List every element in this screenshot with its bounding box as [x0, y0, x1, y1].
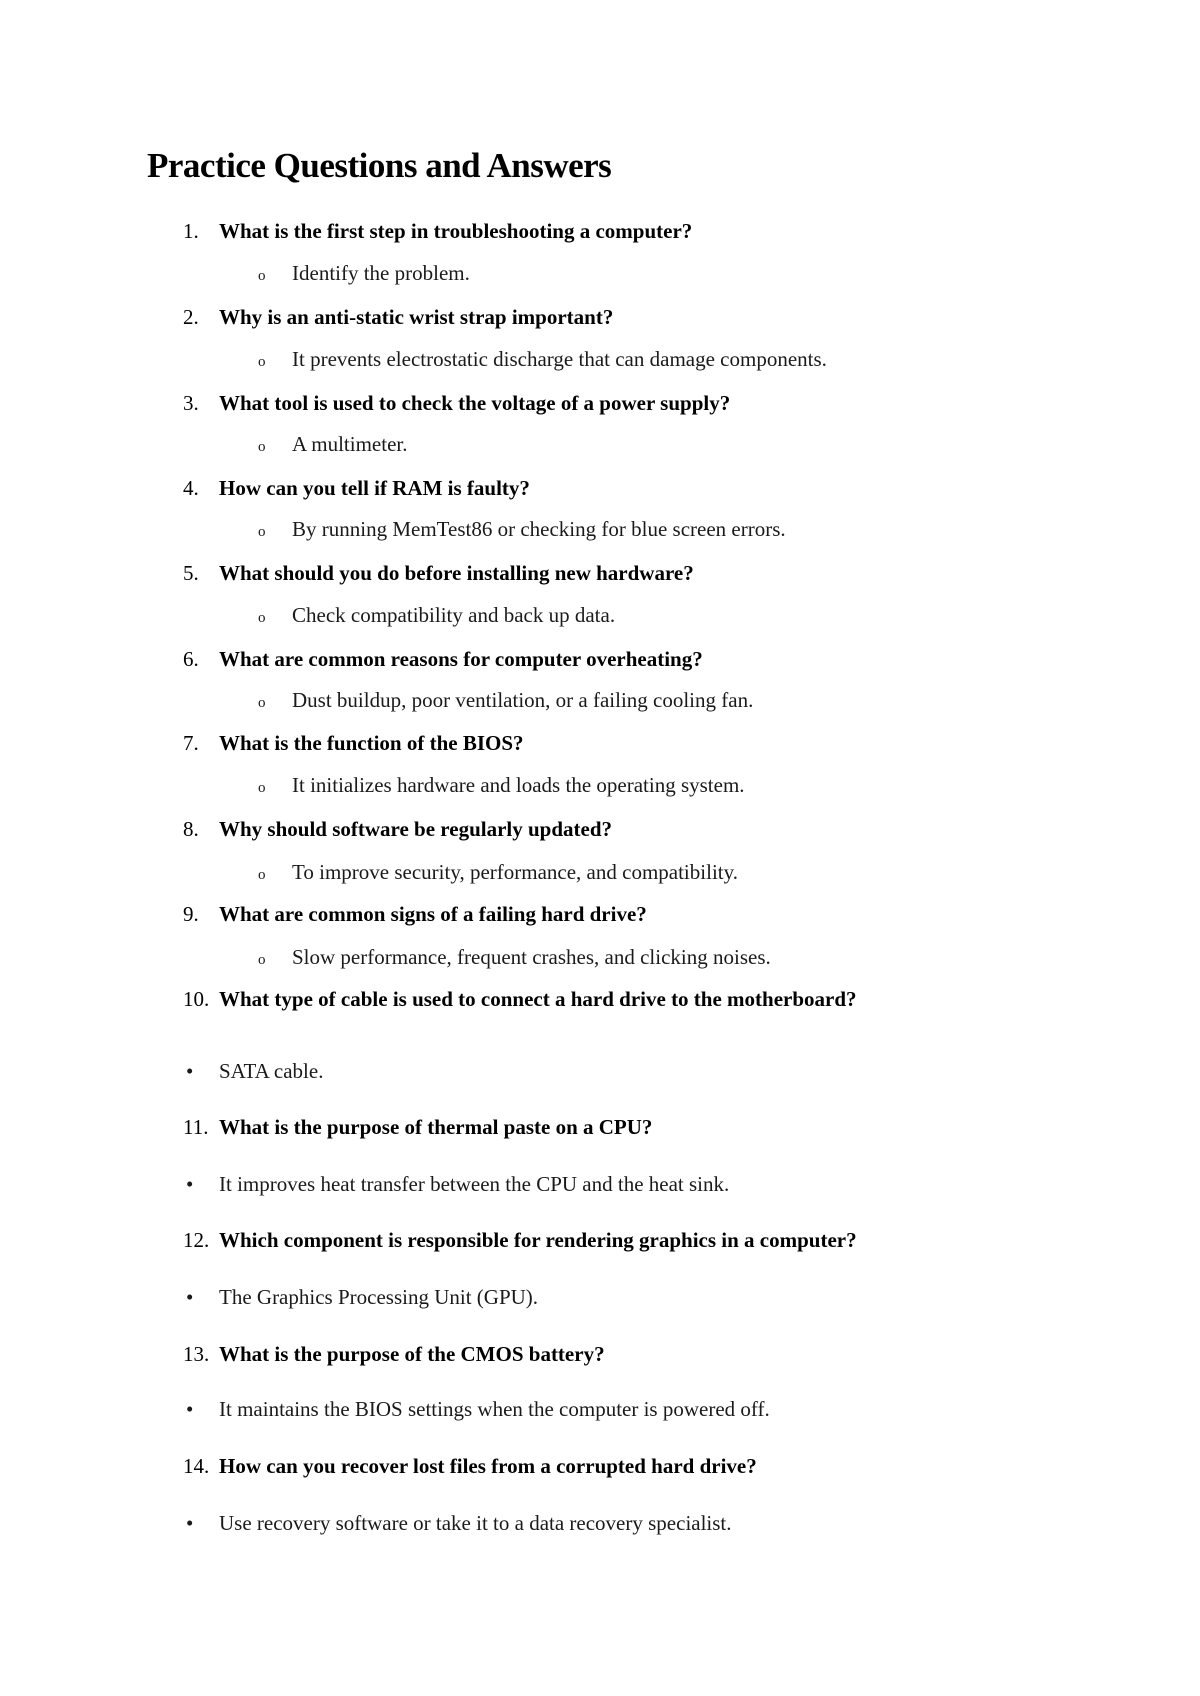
bullet-icon: • [186, 1511, 194, 1535]
bullet-icon: o [258, 268, 266, 284]
question-item [183, 1453, 757, 1479]
question-text: What tool is used to check the voltage of a power supply? [219, 391, 731, 415]
answer-text: Check compatibility and back up data. [292, 603, 616, 627]
bullet-icon: • [186, 1285, 194, 1309]
bullet-icon: o [258, 610, 266, 626]
answer-item [258, 602, 615, 628]
answer-item [258, 772, 745, 798]
bullet-icon: o [258, 439, 266, 455]
answer-text: A multimeter. [292, 432, 408, 456]
bullet-icon: • [186, 1397, 194, 1421]
question-text: Why is an anti-static wrist strap important? [219, 305, 614, 329]
answer-text: Use recovery software or take it to a data recovery specialist. [219, 1511, 732, 1535]
question-text: What type of cable is used to connect a hard drive to the motherboard? [219, 987, 857, 1011]
question-item [183, 1227, 857, 1253]
bullet-icon: • [186, 1059, 194, 1083]
question-text: What is the purpose of thermal paste on a CPU? [219, 1115, 653, 1139]
question-number: 4. [183, 476, 199, 500]
question-number: 14. [183, 1454, 210, 1478]
answer-text: By running MemTest86 or checking for blue screen errors. [292, 517, 786, 541]
question-number: 3. [183, 391, 199, 415]
question-text: How can you tell if RAM is faulty? [219, 476, 530, 500]
answer-text: Dust buildup, poor ventilation, or a failing cooling fan. [292, 688, 754, 712]
question-item [183, 304, 613, 330]
question-text: What are common reasons for computer overheating? [219, 647, 703, 671]
answer-item [258, 260, 470, 286]
answer-text: It improves heat transfer between the CPU and the heat sink. [219, 1172, 730, 1196]
answer-text: Slow performance, frequent crashes, and clicking noises. [292, 945, 771, 969]
question-item [183, 560, 694, 586]
question-item [183, 475, 530, 501]
question-text: What should you do before installing new hardware? [219, 561, 694, 585]
question-item [183, 218, 692, 244]
answer-text: SATA cable. [219, 1059, 324, 1083]
question-number: 8. [183, 817, 199, 841]
question-number: 5. [183, 561, 199, 585]
bullet-icon: o [258, 780, 266, 796]
answer-item [186, 1510, 732, 1536]
question-number: 13. [183, 1342, 210, 1366]
answer-text: Identify the problem. [292, 261, 470, 285]
question-item [183, 816, 612, 842]
question-text: How can you recover lost files from a corrupted hard drive? [219, 1454, 757, 1478]
question-text: What is the function of the BIOS? [219, 731, 524, 755]
question-number: 12. [183, 1228, 210, 1252]
bullet-icon: o [258, 867, 266, 883]
answer-text: To improve security, performance, and compatibility. [292, 860, 738, 884]
question-text: What is the first step in troubleshooting a computer? [219, 219, 693, 243]
answer-text: It maintains the BIOS settings when the computer is powered off. [219, 1397, 770, 1421]
question-item [183, 901, 647, 927]
answer-text: The Graphics Processing Unit (GPU). [219, 1285, 539, 1309]
answer-item [258, 431, 408, 457]
question-number: 6. [183, 647, 199, 671]
question-number: 10. [183, 987, 210, 1011]
question-item [183, 1341, 605, 1367]
answer-item [186, 1171, 729, 1197]
question-text: Which component is responsible for rendering graphics in a computer? [219, 1228, 857, 1252]
bullet-icon: o [258, 695, 266, 711]
question-number: 11. [183, 1115, 209, 1139]
answer-item [258, 346, 827, 372]
bullet-icon: o [258, 524, 266, 540]
question-text: What is the purpose of the CMOS battery? [219, 1342, 605, 1366]
question-number: 1. [183, 219, 199, 243]
question-item [183, 730, 524, 756]
question-number: 7. [183, 731, 199, 755]
question-item [183, 390, 730, 416]
answer-text: It initializes hardware and loads the operating system. [292, 773, 745, 797]
question-item [183, 646, 703, 672]
answer-item [258, 687, 753, 713]
question-item [183, 986, 857, 1012]
answer-text: It prevents electrostatic discharge that can damage components. [292, 347, 827, 371]
answer-item [186, 1396, 770, 1422]
bullet-icon: • [186, 1172, 194, 1196]
question-item [183, 1114, 652, 1140]
question-text: Why should software be regularly updated? [219, 817, 613, 841]
question-number: 2. [183, 305, 199, 329]
answer-item [258, 516, 786, 542]
answer-item [186, 1058, 323, 1084]
answer-item [258, 859, 738, 885]
question-text: What are common signs of a failing hard drive? [219, 902, 647, 926]
bullet-icon: o [258, 952, 266, 968]
question-number: 9. [183, 902, 199, 926]
answer-item [258, 944, 771, 970]
page-title: Practice Questions and Answers [147, 146, 612, 185]
bullet-icon: o [258, 354, 266, 370]
answer-item [186, 1284, 538, 1310]
